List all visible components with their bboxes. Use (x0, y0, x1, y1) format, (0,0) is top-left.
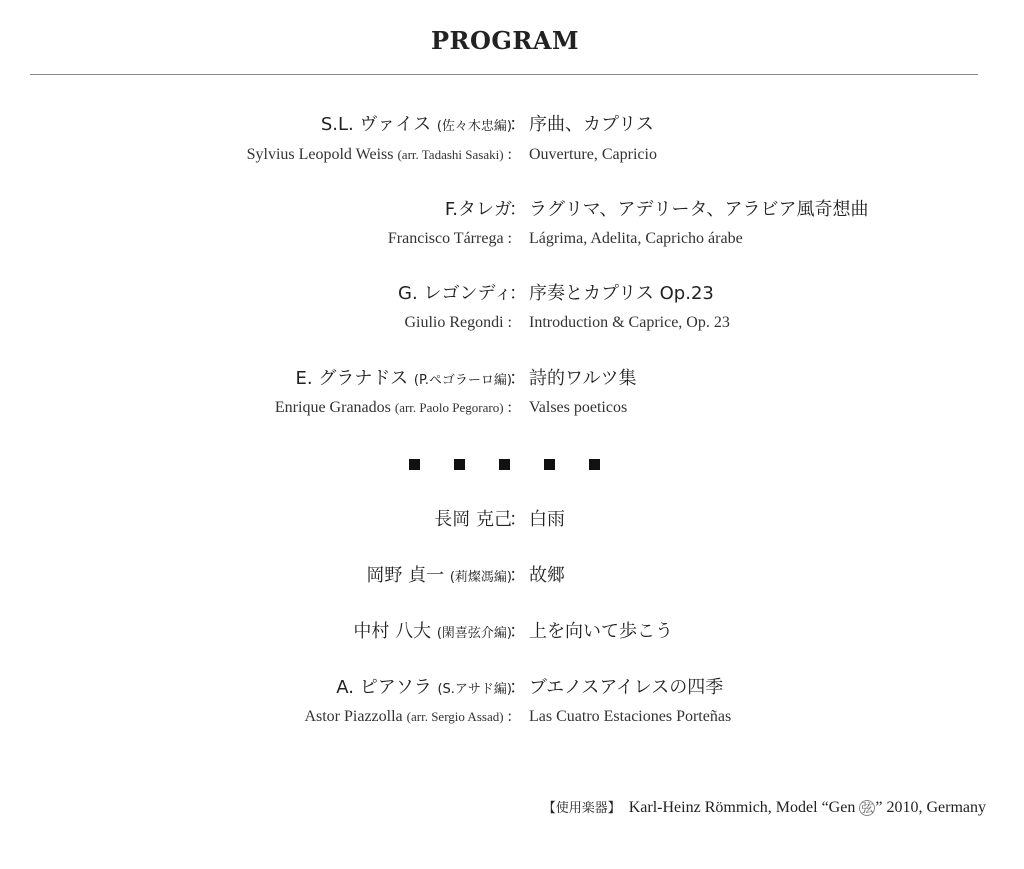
composer-jp (445, 197, 512, 223)
program-line-en (0, 226, 1024, 252)
program-line-en (0, 310, 1024, 336)
composer-en (304, 704, 512, 730)
program-line-en (0, 395, 1024, 421)
composer-name-jp: E. グラナドス (295, 368, 409, 389)
program-line-jp (0, 281, 1024, 307)
arranger-en: (arr. Sergio Assad) (406, 709, 504, 724)
piece-title-jp: 序奏とカプリス Op.23 (529, 283, 714, 304)
composer-name-en: Sylvius Leopold Weiss (246, 146, 394, 163)
arranger-jp: (P.ペゴラーロ編) (413, 373, 512, 388)
colon: ： (509, 677, 527, 698)
composer-name-en: Giulio Regondi (404, 314, 504, 331)
separator-square (589, 459, 600, 470)
colon-en: : (507, 708, 512, 725)
program-line-jp (0, 197, 1024, 223)
arranger-jp: (S.アサド編) (437, 682, 512, 697)
program-line-jp (0, 507, 1024, 533)
colon: ： (509, 114, 527, 135)
instrument-text-after: ” 2010, Germany (875, 799, 986, 816)
composer-en (388, 226, 512, 252)
composer-en (275, 395, 512, 421)
instrument-label: 【使用楽器】 (542, 801, 621, 816)
colon: ： (509, 565, 527, 586)
separator-square (454, 459, 465, 470)
title-divider (30, 74, 978, 75)
composer-name-jp: G. レゴンディ (398, 283, 512, 304)
piece-title-jp: ラグリマ、アデリータ、アラビア風奇想曲 (529, 199, 869, 220)
composer-name-en: Enrique Granados (274, 399, 391, 416)
piece-title-en: Introduction & Caprice, Op. 23 (529, 314, 730, 331)
composer-name-jp: A. ピアソラ (336, 677, 432, 698)
arranger-en: (arr. Tadashi Sasaki) (397, 147, 504, 162)
program-line-jp (0, 112, 1024, 138)
circled-kanji: 弦 (861, 801, 874, 815)
colon-en: : (507, 314, 512, 331)
piece-title-jp: 故郷 (529, 565, 565, 586)
arranger-jp: (莉燦馮編) (449, 570, 512, 585)
colon: ： (509, 199, 527, 220)
composer-name-en: Francisco Tárrega (387, 230, 504, 247)
section-separator (409, 459, 609, 471)
program-line-jp (0, 675, 1024, 701)
separator-square (499, 459, 510, 470)
program-line-en (0, 142, 1024, 168)
composer-jp (353, 619, 512, 647)
composer-name-jp: F.タレガ (444, 199, 512, 220)
composer-name-en: Astor Piazzolla (304, 708, 403, 725)
composer-en (247, 142, 512, 168)
piece-title-jp: 白雨 (529, 509, 565, 530)
program-line-jp (0, 366, 1024, 392)
piece-title-jp: 詩的ワルツ集 (529, 368, 637, 389)
colon: ： (509, 509, 527, 530)
colon: ： (509, 621, 527, 642)
composer-name-jp: 岡野 貞一 (366, 565, 445, 586)
piece-title-en: Valses poeticos (529, 399, 628, 416)
composer-name-jp: 長岡 克己 (434, 509, 512, 530)
program-line-en (0, 704, 1024, 730)
program-line-jp (0, 563, 1024, 589)
page-title: PROGRAM (430, 26, 580, 55)
composer-jp (296, 366, 512, 394)
separator-square (409, 459, 420, 470)
colon: ： (509, 368, 527, 389)
composer-en (404, 310, 512, 336)
arranger-en: (arr. Paolo Pegoraro) (394, 400, 504, 415)
arranger-jp: (閑喜弦介編) (436, 626, 512, 641)
program-line-jp (0, 619, 1024, 645)
piece-title-jp: 序曲、カプリス (529, 114, 654, 135)
piece-title-en: Lágrima, Adelita, Capricho árabe (529, 230, 743, 247)
composer-jp (366, 563, 512, 591)
instrument-note (543, 797, 986, 820)
composer-jp (398, 281, 512, 307)
colon-en: : (507, 146, 512, 163)
piece-title-jp: 上を向いて歩こう (529, 621, 673, 642)
composer-jp (336, 675, 512, 703)
separator-square (544, 459, 555, 470)
composer-name-jp: 中村 八大 (353, 621, 432, 642)
colon: ： (509, 283, 527, 304)
composer-jp (434, 507, 512, 533)
composer-jp (321, 112, 512, 140)
piece-title-jp: ブエノスアイレスの四季 (529, 677, 724, 698)
instrument-text-before: Karl-Heinz Römmich, Model “Gen (628, 799, 860, 816)
colon-en: : (507, 399, 512, 416)
colon-en: : (507, 230, 512, 247)
composer-name-jp: S.L. ヴァイス (320, 114, 432, 135)
arranger-jp: (佐々木忠編) (436, 119, 512, 134)
piece-title-en: Las Cuatro Estaciones Porteñas (529, 708, 732, 725)
piece-title-en: Ouverture, Capricio (529, 146, 657, 163)
